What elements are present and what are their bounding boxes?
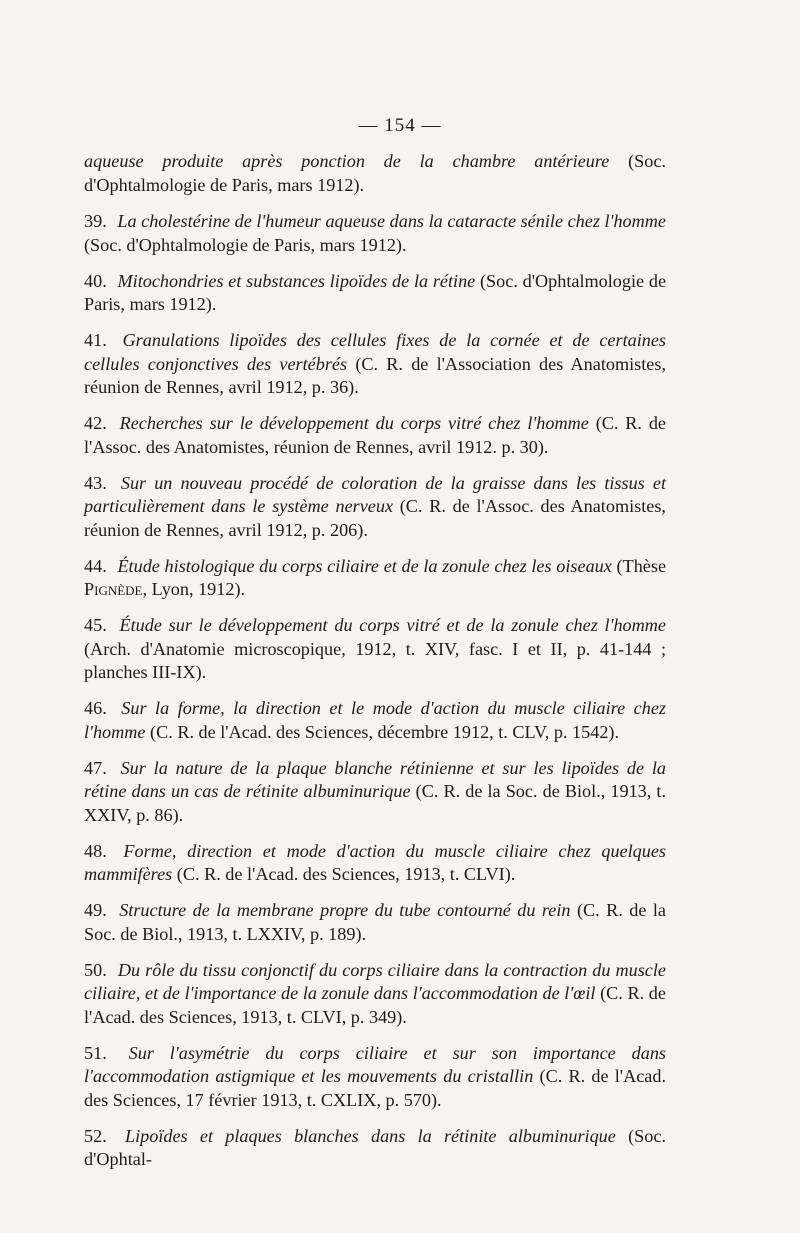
entry-title: Structure de la membrane propre du tube contourné du rein xyxy=(119,900,571,920)
entry-title: Recherches sur le développement du corps vitré chez l'homme xyxy=(119,413,589,433)
entry-source: (Soc. d'Ophtalmologie de Paris, mars 1912). xyxy=(84,151,666,195)
entry-number: 42. xyxy=(84,413,107,433)
entry-number: 40. xyxy=(84,270,107,291)
entry-number: 50. xyxy=(84,959,107,980)
bibliography-entry xyxy=(84,1125,666,1172)
entry-number: 49. xyxy=(84,900,107,920)
entry-title: Granulations lipoïdes des cellules fixes de la cornée et de certaines cellules conjonctives des vertébrés xyxy=(84,330,667,374)
entry-title: La cholestérine de l'humeur aqueuse dans la cataracte sénile chez l'homme xyxy=(117,211,666,231)
entry-source: , Lyon, 1912). xyxy=(142,579,246,599)
entry-title: Sur la forme, la direction et le mode d'action du muscle ciliaire chez l'homme xyxy=(84,698,667,742)
entry-title: Sur l'asymétrie du corps ciliaire et sur son importance dans l'accommodation astigmique et les mouvements du cristallin xyxy=(84,1042,666,1086)
entry-source-prefix: (Thèse xyxy=(611,555,667,576)
entry-source: (C. R. de l'Acad. des Sciences, décembre 1912, t. CLV, p. 1542). xyxy=(145,721,620,742)
entry-source: (C. R. de l'Association des Anatomistes, réunion de Rennes, avril 1912, p. 36). xyxy=(84,353,666,397)
entry-source: (Soc. d'Ophtal- xyxy=(84,1125,666,1169)
entry-source: (C. R. de la Soc. de Biol., 1913, t. XXIV, p. 86). xyxy=(84,781,666,825)
bibliography-entry xyxy=(84,329,666,400)
entry-source: (C. R. de la Soc. de Biol., 1913, t. LXXIV, p. 189). xyxy=(84,900,667,944)
entry-title: aqueuse produite après ponction de la chambre antérieure xyxy=(84,151,610,171)
entry-source: (Soc. d'Ophtalmologie de Paris, mars 1912). xyxy=(84,234,407,255)
entry-number: 45. xyxy=(84,615,107,635)
bibliography-entry-continued xyxy=(84,150,666,197)
entry-title: Du rôle du tissu conjonctif du corps ciliaire dans la contraction du muscle ciliaire, et de l'importance de la zonule dans l'accommodation de l'œil xyxy=(84,959,666,1003)
entry-source: (Soc. d'Ophtalmologie de Paris, mars 1912). xyxy=(84,270,667,314)
entry-source: (C. R. de l'Acad. des Sciences, 17 février 1913, t. CXLIX, p. 570). xyxy=(84,1066,666,1110)
entry-author: Pignède xyxy=(84,579,143,599)
entry-number: 48. xyxy=(84,840,107,861)
entry-source: (C. R. de l'Acad. des Sciences, 1913, t. CLVI). xyxy=(172,864,516,884)
entry-number: 41. xyxy=(84,330,107,350)
bibliography-entry xyxy=(84,472,666,543)
bibliography-entry xyxy=(84,959,666,1030)
entry-title: Mitochondries et substances lipoïdes de la rétine xyxy=(117,270,476,291)
bibliography-entry xyxy=(84,270,666,317)
bibliography-list xyxy=(84,150,666,1184)
entry-title: Étude histologique du corps ciliaire et de la zonule chez les oiseaux xyxy=(117,555,612,576)
bibliography-entry xyxy=(84,555,666,602)
entry-number: 52. xyxy=(84,1125,107,1146)
bibliography-entry xyxy=(84,412,666,459)
entry-source: (Arch. d'Anatomie microscopique, 1912, t. XIV, fasc. I et II, p. 41-144 ; planches III-IX). xyxy=(84,638,666,682)
entry-source: (C. R. de l'Acad. des Sciences, 1913, t. CLVI, p. 349). xyxy=(84,983,666,1027)
entry-number: 46. xyxy=(84,698,107,718)
bibliography-entry xyxy=(84,210,666,257)
entry-number: 43. xyxy=(84,472,107,493)
bibliography-entry xyxy=(84,899,666,946)
entry-source: (C. R. de l'Assoc. des Anatomistes, réunion de Rennes, avril 1912. p. 30). xyxy=(84,413,666,457)
entry-number: 39. xyxy=(84,211,107,231)
bibliography-entry xyxy=(84,840,666,887)
bibliography-entry xyxy=(84,1042,666,1113)
bibliography-entry xyxy=(84,757,666,828)
entry-title: Sur un nouveau procédé de coloration de la graisse dans les tissus et particulièrement dans le système nerveux xyxy=(84,472,666,516)
page-number: — 154 — xyxy=(358,115,442,136)
entry-title: Sur la nature de la plaque blanche rétinienne et sur les lipoïdes de la rétine dans un cas de rétinite albuminurique xyxy=(84,757,667,801)
entry-title: Forme, direction et mode d'action du muscle ciliaire chez quelques mammifères xyxy=(84,840,667,884)
bibliography-entry xyxy=(84,614,666,685)
entry-title: Lipoïdes et plaques blanches dans la rétinite albuminurique xyxy=(124,1125,616,1146)
entry-source: (C. R. de l'Assoc. des Anatomistes, réunion de Rennes, avril 1912, p. 206). xyxy=(84,496,666,540)
entry-number: 44. xyxy=(84,555,107,576)
entry-title: Étude sur le développement du corps vitré et de la zonule chez l'homme xyxy=(119,615,666,635)
entry-number: 51. xyxy=(84,1042,107,1063)
bibliography-entry xyxy=(84,697,666,744)
entry-number: 47. xyxy=(84,757,107,778)
